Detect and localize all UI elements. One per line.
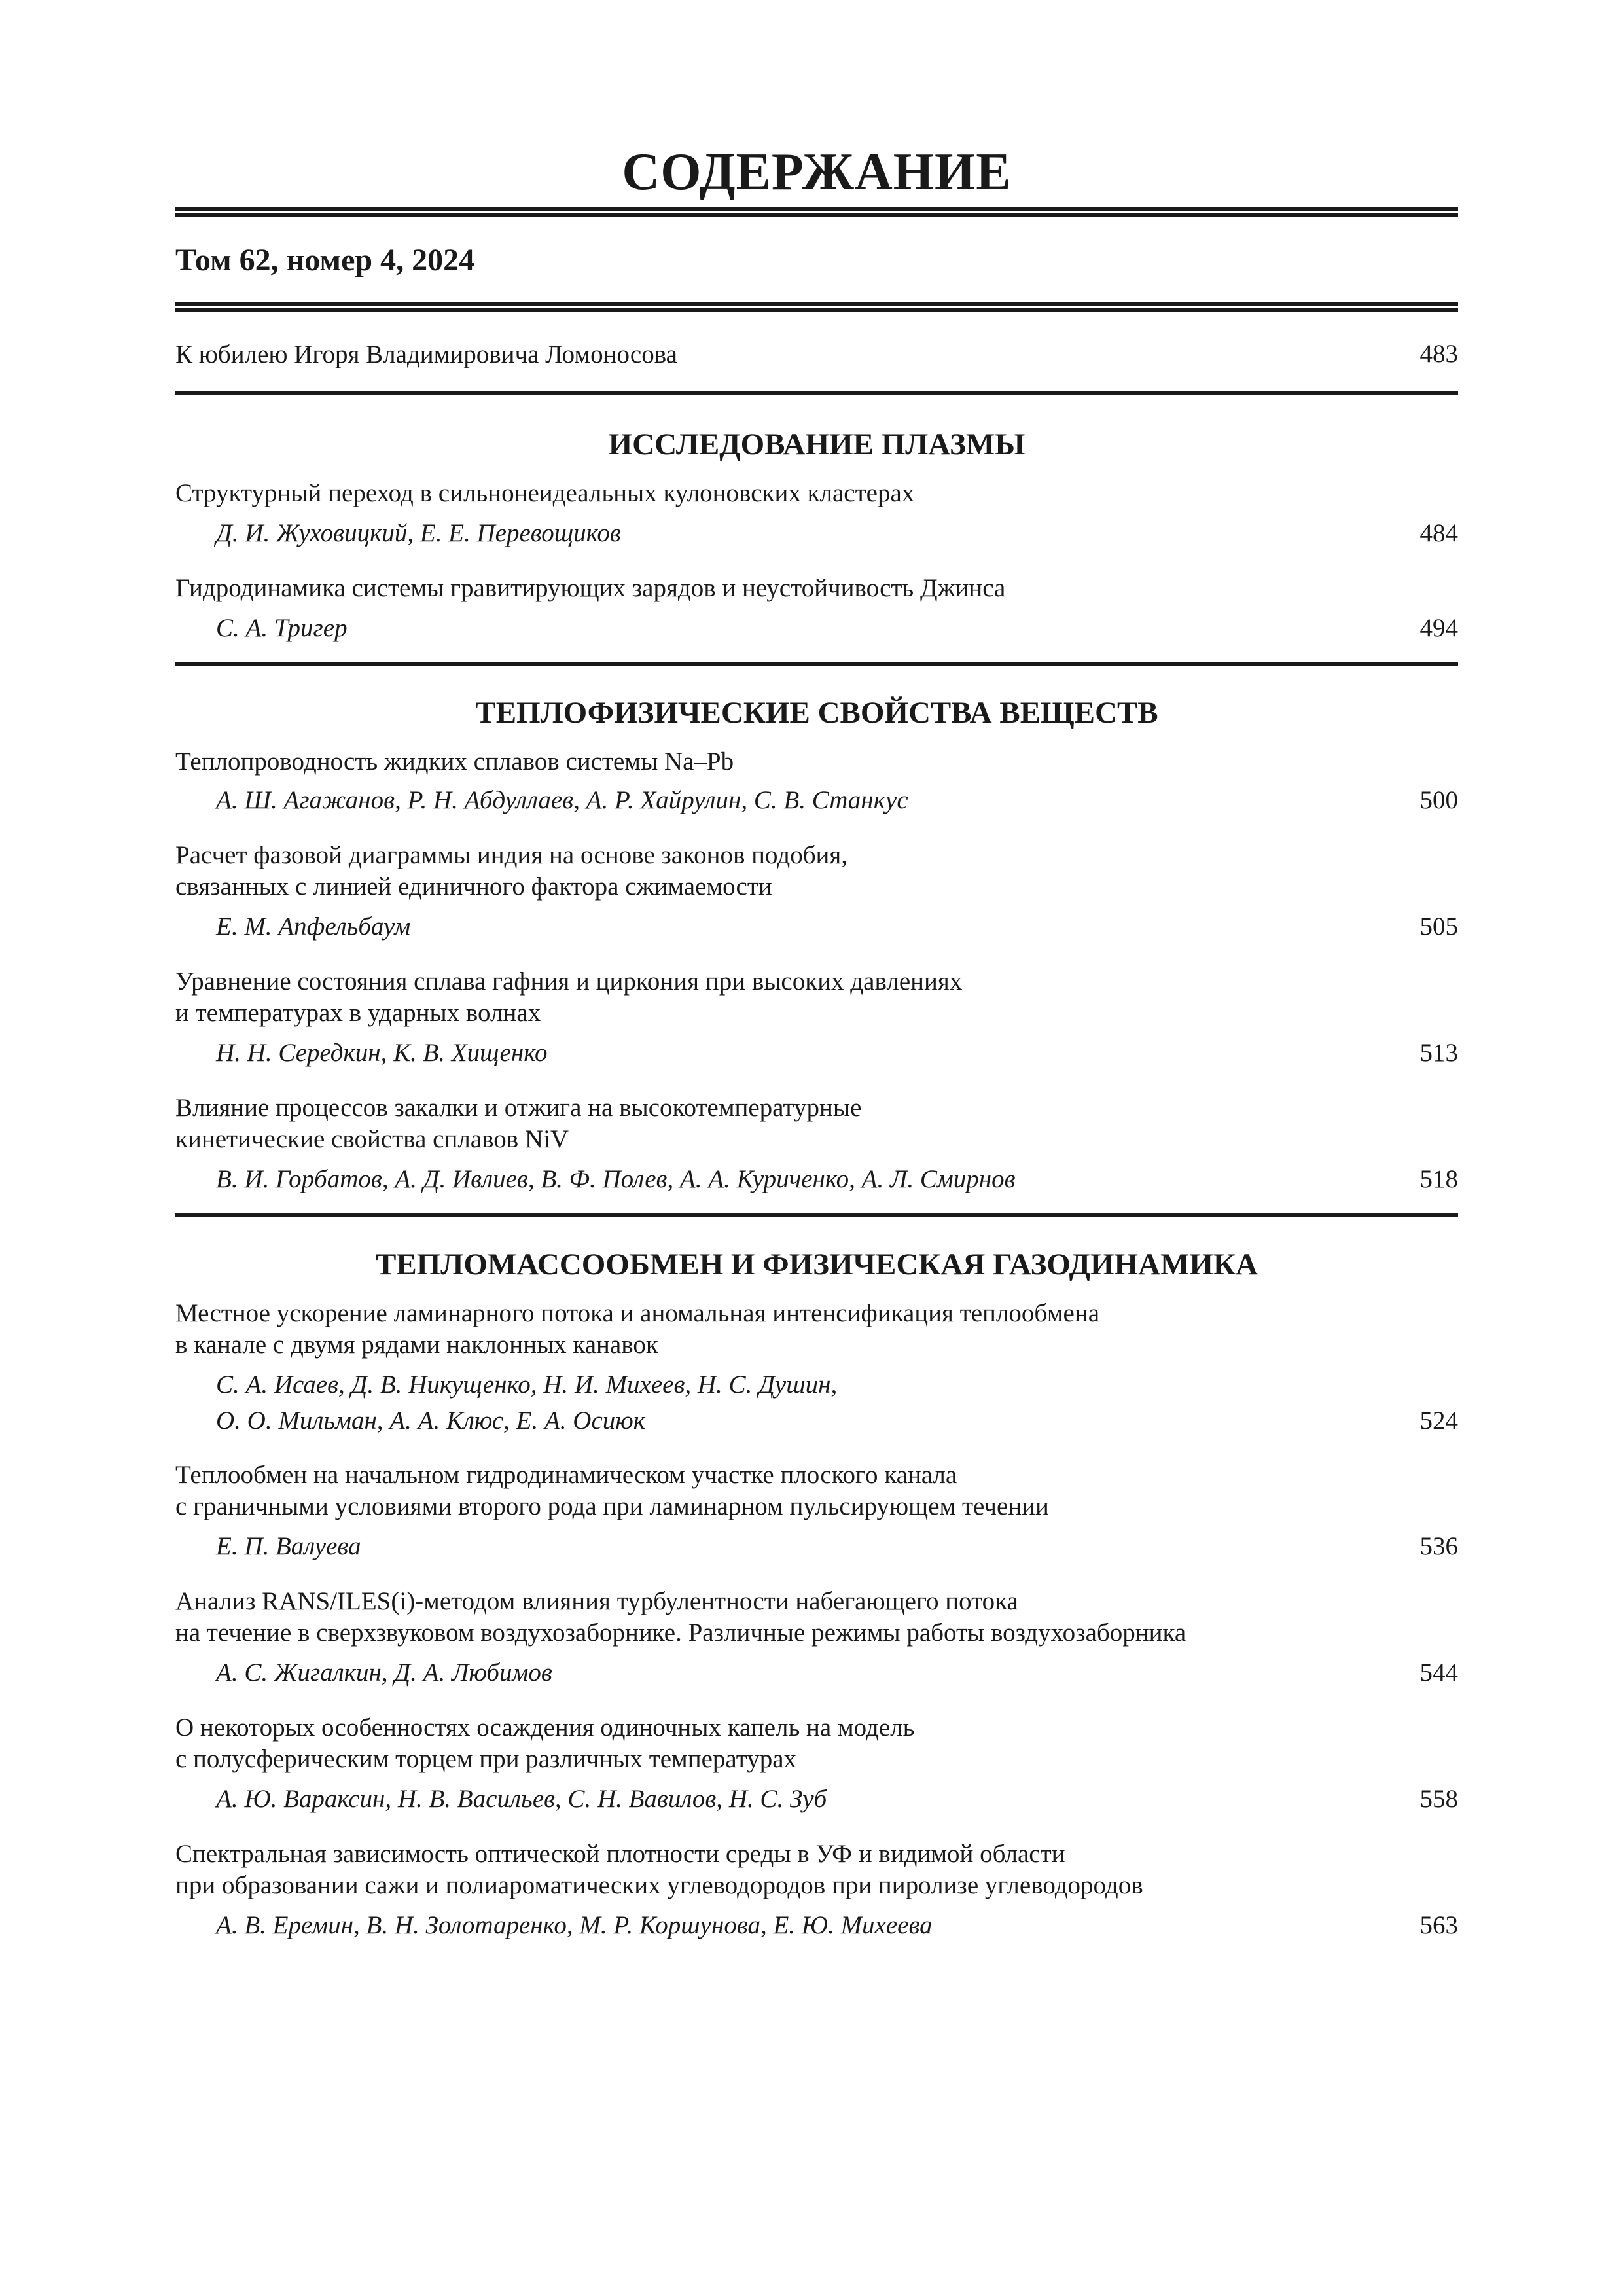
- entry-title-line: Влияние процессов закалки и отжига на высокотемпературные: [175, 1094, 862, 1122]
- issue-divider: [175, 302, 1458, 312]
- entry-title-line: Уравнение состояния сплава гафния и циркония при высоких давлениях: [175, 967, 963, 996]
- entry-title-line: О некоторых особенностях осаждения одиночных капель на модель: [175, 1713, 915, 1742]
- entry-page-number: 536: [1419, 1532, 1458, 1560]
- intro-title: К юбилею Игоря Владимировича Ломоносова: [175, 340, 677, 368]
- entry-title-line: с полусферическим торцем при различных температурах: [175, 1745, 797, 1773]
- section-heading-thermophysical: ТЕПЛОФИЗИЧЕСКИЕ СВОЙСТВА ВЕЩЕСТВ: [475, 696, 1158, 730]
- entry-title-line: Местное ускорение ламинарного потока и аномальная интенсификация теплообмена: [175, 1299, 1099, 1327]
- entry-page-number: 563: [1419, 1911, 1458, 1939]
- entry-title-line: кинетические свойства сплавов NiV: [175, 1125, 569, 1153]
- title-divider: [175, 207, 1458, 217]
- section-divider: [175, 1213, 1458, 1217]
- entry-page-number: 513: [1419, 1039, 1458, 1067]
- entry-authors: С. А. Исаев, Д. В. Никущенко, Н. И. Михеев, Н. С. Душин,: [216, 1371, 838, 1399]
- entry-page-number: 505: [1419, 912, 1458, 941]
- entry-authors: Е. П. Валуева: [216, 1532, 361, 1560]
- entry-authors: А. Ю. Вараксин, Н. В. Васильев, С. Н. Вавилов, Н. С. Зуб: [216, 1785, 827, 1813]
- issue-info: Том 62, номер 4, 2024: [175, 243, 475, 278]
- entry-title-line: Спектральная зависимость оптической плотности среды в УФ и видимой области: [175, 1840, 1065, 1868]
- entry-title-line: Структурный переход в сильнонеидеальных кулоновских кластерах: [175, 479, 915, 507]
- entry-title-line: Гидродинамика системы гравитирующих зарядов и неустойчивость Джинса: [175, 574, 1006, 602]
- entry-authors: О. О. Мильман, А. А. Клюс, Е. А. Осиюк: [216, 1407, 646, 1435]
- intro-divider: [175, 391, 1458, 395]
- entry-title-line: связанных с линией единичного фактора сжимаемости: [175, 872, 772, 901]
- entry-page-number: 500: [1419, 786, 1458, 814]
- entry-title-line: с граничными условиями второго рода при ламинарном пульсирующем течении: [175, 1492, 1049, 1520]
- entry-title-line: Теплопроводность жидких сплавов системы Na–Pb: [175, 747, 734, 776]
- entry-page-number: 558: [1419, 1785, 1458, 1813]
- intro-page-number: 483: [1419, 340, 1458, 368]
- section-divider: [175, 662, 1458, 666]
- entry-authors: А. С. Жигалкин, Д. А. Любимов: [216, 1659, 552, 1687]
- entry-page-number: 544: [1419, 1659, 1458, 1687]
- entry-page-number: 524: [1419, 1407, 1458, 1435]
- entry-title-line: Расчет фазовой диаграммы индия на основе законов подобия,: [175, 841, 848, 869]
- entry-authors: Н. Н. Середкин, К. В. Хищенко: [216, 1039, 548, 1067]
- entry-authors: А. В. Еремин, В. Н. Золотаренко, М. Р. Коршунова, Е. Ю. Михеева: [216, 1911, 933, 1939]
- entry-title-line: и температурах в ударных волнах: [175, 999, 541, 1027]
- entry-title-line: Анализ RANS/ILES(i)-методом влияния турбулентности набегающего потока: [175, 1587, 1018, 1615]
- entry-title-line: на течение в сверхзвуковом воздухозаборнике. Различные режимы работы воздухозаборника: [175, 1619, 1186, 1647]
- page-title: СОДЕРЖАНИЕ: [622, 143, 1012, 201]
- section-heading-plasma: ИССЛЕДОВАНИЕ ПЛАЗМЫ: [608, 427, 1026, 461]
- entry-title-line: при образовании сажи и полиароматических углеводородов при пиролизе углеводородов: [175, 1871, 1143, 1899]
- entry-page-number: 494: [1419, 614, 1458, 642]
- entry-title-line: в канале с двумя рядами наклонных канавок: [175, 1331, 658, 1359]
- section-heading-heat-mass-transfer: ТЕПЛОМАССООБМЕН И ФИЗИЧЕСКАЯ ГАЗОДИНАМИКА: [376, 1247, 1258, 1282]
- entry-page-number: 484: [1419, 519, 1458, 547]
- entry-authors: В. И. Горбатов, А. Д. Ивлиев, В. Ф. Полев, А. А. Куриченко, А. Л. Смирнов: [216, 1165, 1016, 1193]
- entry-authors: Е. М. Апфельбаум: [216, 912, 411, 941]
- entry-authors: Д. И. Жуховицкий, Е. Е. Перевощиков: [216, 519, 621, 547]
- entry-title-line: Теплообмен на начальном гидродинамическом участке плоского канала: [175, 1461, 957, 1489]
- entry-authors: С. А. Тригер: [216, 614, 348, 642]
- entry-page-number: 518: [1419, 1165, 1458, 1193]
- entry-authors: А. Ш. Агажанов, Р. Н. Абдуллаев, А. Р. Хайрулин, С. В. Станкус: [216, 786, 908, 814]
